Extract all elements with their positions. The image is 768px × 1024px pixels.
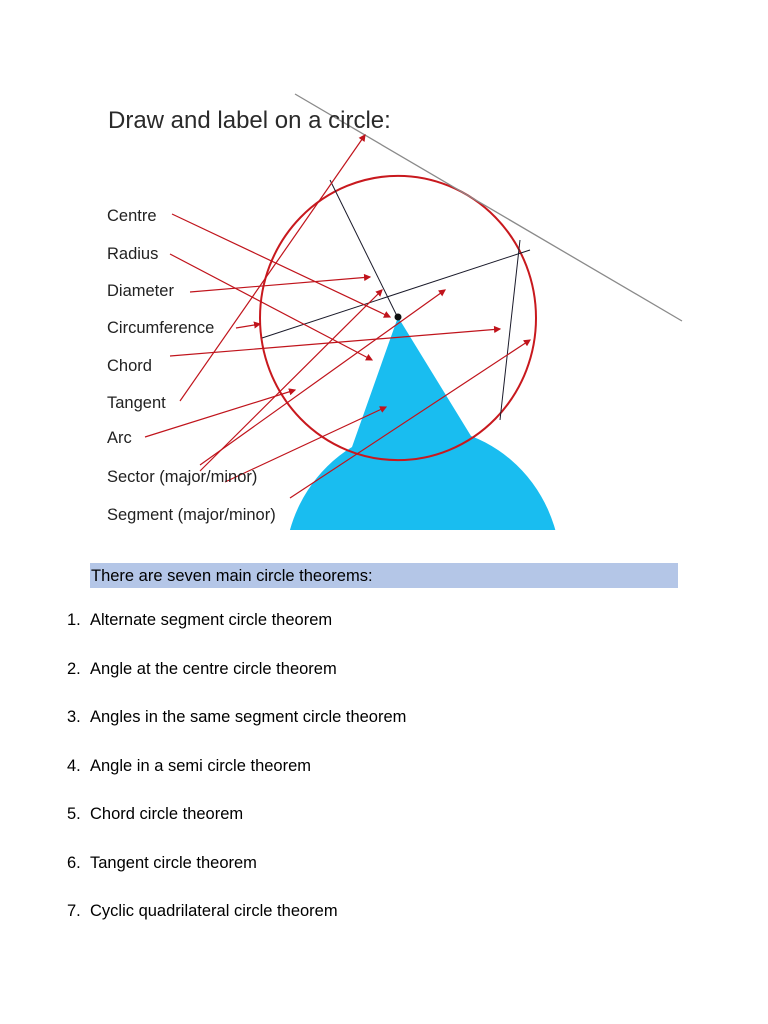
label-chord: Chord: [107, 357, 152, 375]
label-segment: Segment (major/minor): [107, 506, 276, 524]
label-diameter: Diameter: [107, 282, 174, 300]
list-item-text: Angles in the same segment circle theorem: [90, 708, 407, 726]
label-sector: Sector (major/minor): [107, 468, 258, 486]
figure-title: Draw and label on a circle:: [108, 107, 391, 134]
arrow-tangent: [180, 135, 365, 401]
label-circumference: Circumference: [107, 319, 215, 337]
list-item-number: 3.: [67, 708, 81, 726]
arrow-circumference: [236, 324, 260, 328]
list-item-number: 5.: [67, 805, 81, 823]
label-radius: Radius: [107, 245, 159, 263]
circle-diagram: [90, 90, 690, 530]
list-item-text: Cyclic quadrilateral circle theorem: [90, 902, 338, 920]
list-item-text: Alternate segment circle theorem: [90, 611, 333, 629]
label-centre: Centre: [107, 207, 157, 225]
arrow-chord: [170, 329, 500, 356]
label-arc: Arc: [107, 429, 132, 447]
intro-text: There are seven main circle theorems:: [91, 567, 373, 585]
circle-diagram-svg: [90, 90, 690, 530]
intro-highlight: [90, 563, 678, 588]
centre-dot: [395, 314, 402, 321]
chord-line-3: [500, 240, 520, 420]
list-item-text: Angle at the centre circle theorem: [90, 659, 337, 678]
list-item-number: 4.: [67, 756, 81, 775]
arrow-centre: [172, 214, 390, 317]
list-item-text: Tangent circle theorem: [90, 853, 257, 872]
list-item-text: Angle in a semi circle theorem: [90, 756, 312, 775]
chord-line-1: [330, 180, 398, 318]
label-tangent: Tangent: [107, 394, 166, 412]
list-item-number: 2.: [67, 659, 81, 678]
list-item-number: 6.: [67, 853, 81, 872]
list-item-number: 1.: [67, 611, 81, 629]
circle-body: [285, 317, 561, 530]
list-item-number: 7.: [67, 902, 81, 920]
list-item-text: Chord circle theorem: [90, 805, 244, 823]
